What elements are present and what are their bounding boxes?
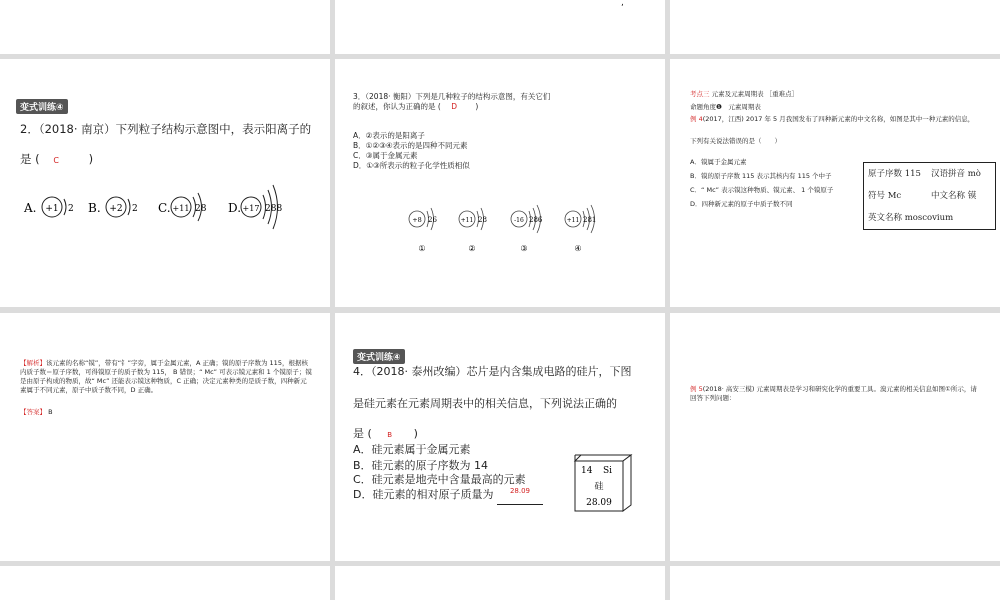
- slide-4[interactable]: [0, 59, 330, 307]
- svg-text:+2: +2: [109, 204, 123, 214]
- answer-line: 【答案】 B: [20, 408, 53, 416]
- svg-text:①: ①: [418, 244, 426, 253]
- option-d: D．四种新元素的原子中质子数不同: [690, 200, 793, 208]
- svg-text:28.09: 28.09: [586, 498, 612, 508]
- option-b: B．硅元素的原子序数为 14: [353, 459, 489, 472]
- ion-diagrams: [18, 179, 318, 239]
- slide-11[interactable]: [335, 566, 665, 600]
- option-a-diagram: [23, 197, 74, 217]
- option-a: A．硅元素属于金属元素: [353, 443, 471, 456]
- option-c: C．“ Mc” 表示镆这种物质、镆元素、 1 个镆原子: [690, 186, 834, 194]
- svg-text:D.: D.: [228, 201, 242, 215]
- silicon-element-card: [573, 447, 635, 513]
- question-text: 2．（2018· 南京）下列粒子结构示意图中，表示阳离子的: [20, 122, 312, 136]
- practice-tag: 变式训练④: [16, 99, 68, 114]
- exam-point-heading: 考点三 元素及元素周期表 ［重难点］: [690, 90, 799, 98]
- particle-1: [409, 208, 437, 253]
- example-5-text: 例 5(2018· 高安三模) 元素周期表是学习和研究化学的重要工具。溴元素的相关信息如图①所示，请回答下列问题：: [690, 385, 977, 402]
- question-line1: 4．（2018· 泰州改编）芯片是内含集成电路的硅片，下图: [353, 365, 632, 378]
- particle-diagrams: [395, 199, 625, 259]
- option-a: A．镆属于金属元素: [690, 158, 747, 166]
- example-text: 例 4(2017，江西) 2017 年 5 月我国发布了四种新元素的中文名称，如图是其中一种元素的信息，: [690, 115, 975, 123]
- option-d: D．硅元素的相对原子质量为 $^{28.09}$: [353, 487, 543, 505]
- svg-text:+8: +8: [412, 216, 422, 224]
- question-line3: 是 ( C ): [20, 152, 94, 166]
- question-line3: 是 ( B ): [353, 427, 418, 440]
- question-line2: 是硅元素在元素周期表中的相关信息，下列说法正确的: [353, 397, 617, 410]
- slide-3[interactable]: [670, 0, 1000, 54]
- mass-answer: 28.09: [509, 487, 530, 495]
- example-ask: 下列有关说法错误的是（ ）: [690, 137, 781, 145]
- svg-text:+1: +1: [45, 204, 59, 214]
- option-c-diagram: [158, 193, 207, 221]
- svg-text:288: 288: [265, 204, 283, 214]
- option-b: B．①②③④表示的是四种不同元素: [353, 141, 468, 150]
- svg-text:286: 286: [529, 216, 543, 224]
- svg-text:C.: C.: [158, 201, 171, 215]
- option-d-diagram: [228, 185, 282, 229]
- svg-text:+17: +17: [242, 204, 260, 213]
- option-d: D．①③所表示的粒子化学性质相似: [353, 161, 470, 170]
- svg-text:-16: -16: [514, 217, 524, 224]
- svg-text:A.: A.: [24, 201, 37, 215]
- svg-text:②: ②: [468, 244, 476, 253]
- svg-text:281: 281: [583, 216, 597, 224]
- svg-text:B.: B.: [88, 201, 101, 215]
- slide-5[interactable]: [335, 59, 665, 307]
- svg-text:28: 28: [478, 216, 487, 224]
- element-info-table: 原子序数 115 汉语拼音 mò 符号 Mc 中文名称 镆 英文名称 moscovium: [863, 162, 996, 230]
- svg-text:③: ③: [520, 244, 528, 253]
- option-c: C．硅元素是地壳中含量最高的元素: [353, 473, 526, 486]
- option-a: A．②表示的是阳离子: [353, 131, 425, 140]
- svg-text:2: 2: [68, 204, 74, 214]
- particle-4: [565, 205, 596, 253]
- svg-text:+11: +11: [460, 217, 474, 224]
- svg-text:硅: 硅: [594, 482, 604, 492]
- option-c: C．③属于金属元素: [353, 151, 418, 160]
- angle-heading: 命题角度❶ 元素周期表: [690, 103, 761, 111]
- svg-text:+11: +11: [172, 204, 190, 213]
- svg-text:14: 14: [581, 466, 593, 476]
- slide-1[interactable]: [0, 0, 330, 54]
- slide-9[interactable]: [670, 313, 1000, 561]
- slide-10[interactable]: [0, 566, 330, 600]
- particle-3: [511, 205, 543, 253]
- slide-6[interactable]: [670, 59, 1000, 307]
- svg-text:Si: Si: [603, 466, 613, 476]
- svg-text:26: 26: [428, 216, 437, 224]
- text-fragment: ,: [621, 0, 624, 8]
- particle-2: [459, 208, 487, 253]
- svg-text:2: 2: [132, 204, 138, 214]
- slide-7[interactable]: [0, 313, 330, 561]
- slide-8[interactable]: [335, 313, 665, 561]
- option-b: B．镆的原子序数 115 表示其核内有 115 个中子: [690, 172, 832, 180]
- practice-tag: 变式训练④: [353, 349, 405, 364]
- question-line1: 3．（2018· 衡阳）下列是几种粒子的结构示意图，有关它们: [353, 92, 551, 101]
- slide-12[interactable]: [670, 566, 1000, 600]
- answer-mark: D: [451, 102, 457, 111]
- svg-text:④: ④: [574, 244, 582, 253]
- answer-mark: B: [387, 431, 393, 439]
- slide-2[interactable]: [335, 0, 665, 54]
- option-b-diagram: [88, 197, 138, 217]
- svg-text:+11: +11: [566, 217, 580, 224]
- analysis-text: 【解析】该元素的名称“镆”，带有“钅”字旁，属于金属元素，A 正确；镆的原子序数为 115，根据核内质子数＝原子序数，可得镆原子的质子数为 115， B 错误；“ Mc” 可表示镆元素和 1 个镆原子；镆是由原子构成的物质，故“ Mc” 还能表示镆这种物质，C 正确；决定元素种类的是质子数，四种新元素属于不同元素，原子中质子数不同，D 正确。: [20, 359, 312, 394]
- svg-text:28: 28: [195, 204, 207, 214]
- answer-mark: C: [53, 156, 59, 165]
- question-line2: 的叙述，你认为正确的是 ( D ): [353, 102, 479, 111]
